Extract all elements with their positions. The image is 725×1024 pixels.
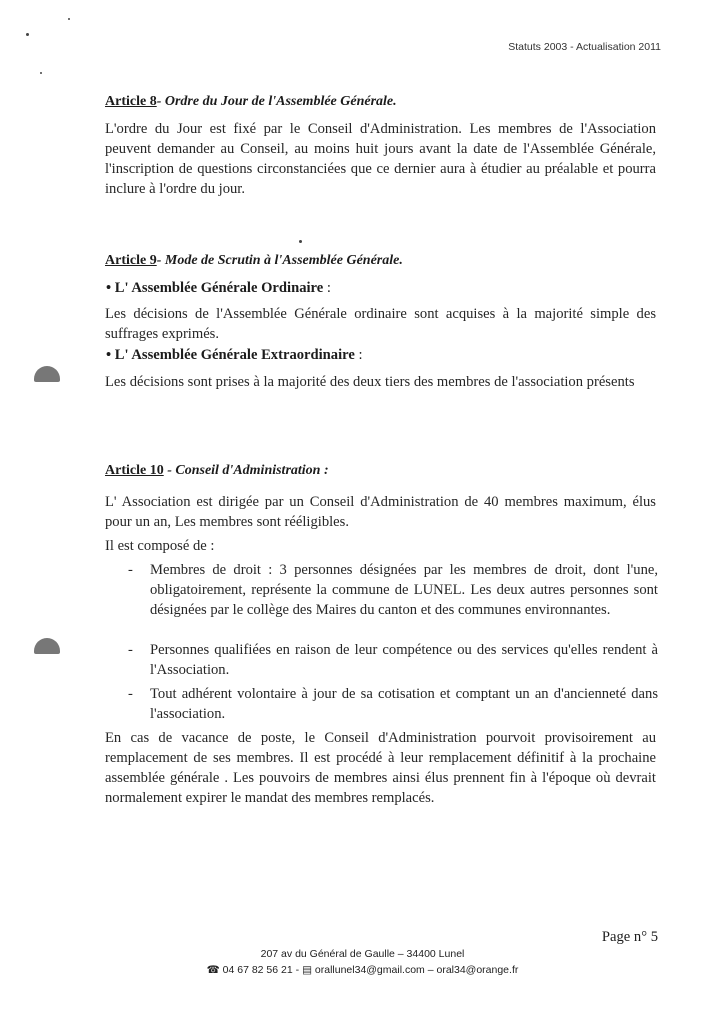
list-dash: - [128, 562, 133, 578]
scan-speck [40, 72, 42, 74]
bullet-extraordinaire-colon: : [358, 347, 363, 363]
article-9-heading [105, 253, 403, 269]
list-item-text: Personnes qualifiées en raison de leur compétence ou des services qu'elles rendent à l'Association. [150, 642, 658, 678]
list-dash: - [128, 686, 133, 702]
list-item-text: Tout adhérent volontaire à jour de sa cotisation et comptant un an d'ancienneté dans l'association. [150, 686, 658, 722]
article-10-heading [105, 463, 329, 479]
article-8-title: - Ordre du Jour de l'Assemblée Générale. [156, 94, 397, 109]
footer-email-1: orallunel34@gmail.com [314, 964, 425, 976]
list-item-text: Membres de droit : 3 personnes désignées par les membres de droit, dont l'une, obligatoirement, représente la commune de LUNEL. Les deux autres personnes sont désignées par le collège des Maires du canton et des communes environnantes. [150, 562, 658, 618]
bullet-extraordinaire-label: • L' Assemblée Générale Extraordinaire [106, 347, 355, 363]
article-8-heading [105, 94, 397, 110]
bullet-ordinaire-label: • L' Assemblée Générale Ordinaire [106, 280, 324, 296]
extraordinaire-paragraph: Les décisions sont prises à la majorité des deux tiers des membres de l'association présents [105, 374, 635, 390]
list-item [128, 640, 658, 680]
punch-hole [34, 366, 60, 382]
punch-hole [34, 638, 60, 654]
bullet-ordinaire-colon: : [326, 280, 331, 296]
article-10-compose: Il est composé de : [105, 538, 215, 554]
bullet-extraordinaire [106, 347, 363, 364]
footer-email-2: oral34@orange.fr [436, 964, 519, 976]
article-10-title: - Conseil d'Administration : [163, 463, 329, 478]
page-number: Page n° 5 [601, 929, 658, 945]
list-item [128, 560, 658, 620]
footer-address: 207 av du Général de Gaulle – 34400 Lunel [260, 948, 465, 960]
scan-speck [26, 33, 29, 36]
article-10-vacance: En cas de vacance de poste, le Conseil d'Administration pourvoit provisoirement au remplacement de ses membres. Il est procédé à leur remplacement définitif à la prochaine assemblée générale . Les pouvoirs de membres ainsi élus prennent fin à l'époque où devrait normalement expirer le mandat des membres remplacés. [105, 730, 656, 806]
scan-speck [68, 18, 70, 20]
phone-icon: ☎ [206, 964, 220, 976]
bullet-ordinaire [106, 280, 331, 297]
footer-separator: - [295, 964, 300, 976]
footer-separator: – [427, 964, 434, 976]
computer-icon: ▤ [302, 964, 312, 976]
article-9-title: - Mode de Scrutin à l'Assemblée Générale. [156, 253, 403, 268]
article-8-paragraph: L'ordre du Jour est fixé par le Conseil d'Administration. Les membres de l'Association peuvent demander au Conseil, au moins huit jours avant la date de l'Assemblée Générale, l'inscription de questions circonstanciées que ce dernier aura à étudier au préalable et pourra inclure à l'ordre du jour. [105, 121, 656, 197]
ordinaire-paragraph: Les décisions de l'Assemblée Générale ordinaire sont acquises à la majorité simple des suffrages exprimés. [105, 306, 656, 342]
article-10-intro: L' Association est dirigée par un Conseil d'Administration de 40 membres maximum, élus pour un an, Les membres sont rééligibles. [105, 494, 656, 530]
document-header: Statuts 2003 - Actualisation 2011 [508, 41, 661, 53]
scan-speck [299, 240, 302, 243]
list-item [128, 684, 658, 724]
list-dash: - [128, 642, 133, 658]
footer-contact [0, 964, 725, 976]
footer-phone: 04 67 82 56 21 [222, 964, 293, 976]
article-9-number: Article 9 [105, 253, 157, 268]
article-8-number: Article 8 [105, 94, 157, 109]
article-10-number: Article 10 [105, 463, 164, 478]
